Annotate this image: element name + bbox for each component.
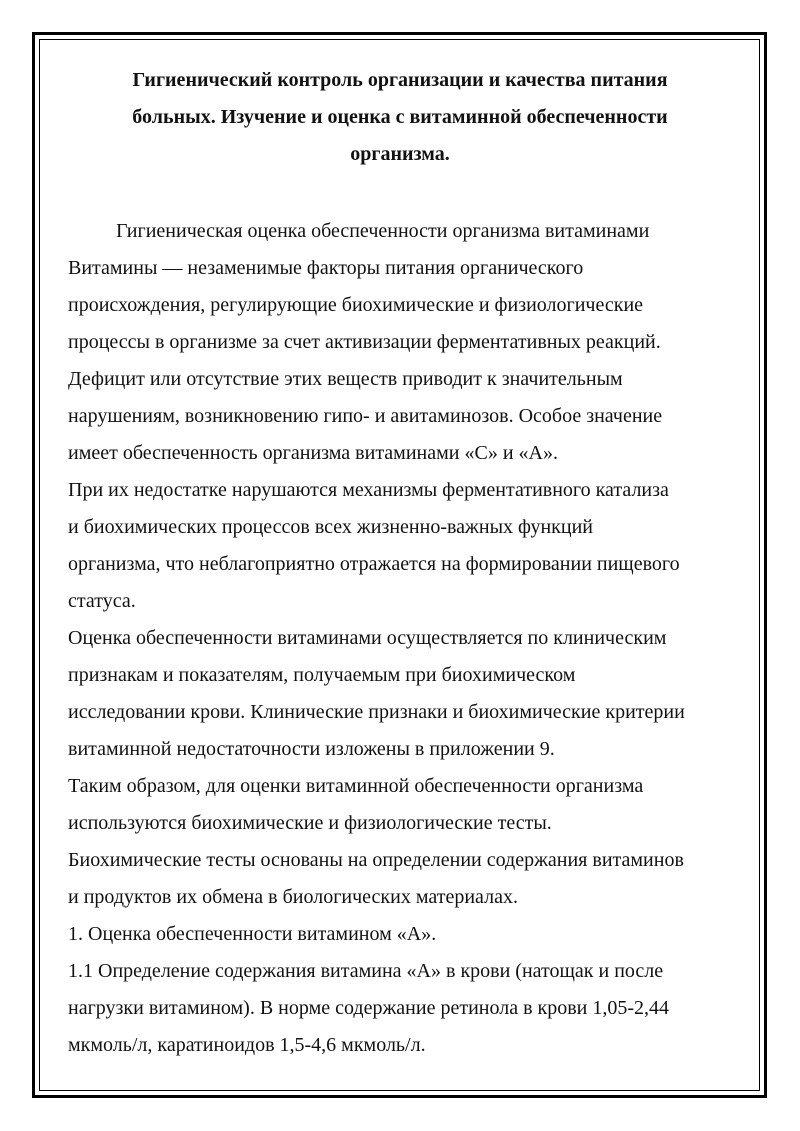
section-heading: Гигиеническая оценка обеспеченности организма витаминами: [116, 220, 650, 242]
body-line: мкмоль/л, каратиноидов 1,5-4,6 мкмоль/л.: [68, 1034, 426, 1056]
body-line: организма, что неблагоприятно отражается на формировании пищевого: [68, 553, 680, 575]
body-line: Дефицит или отсутствие этих веществ приводит к значительным: [68, 368, 623, 390]
body-line: Таким образом, для оценки витаминной обеспеченности организма: [68, 775, 644, 797]
body-line: происхождения, регулирующие биохимические и физиологические: [68, 294, 644, 316]
document-content: [68, 62, 732, 1064]
body-line: Витамины — незаменимые факторы питания органического: [68, 257, 584, 279]
body-line: исследовании крови. Клинические признаки и биохимические критерии: [68, 701, 685, 723]
body-line: признакам и показателям, получаемым при биохимическом: [68, 664, 576, 686]
document-body: [68, 213, 732, 1064]
body-line: нарушениям, возникновению гипо- и авитаминозов. Особое значение: [68, 405, 663, 427]
numbered-heading: 1. Оценка обеспеченности витамином «А».: [68, 923, 437, 945]
body-line: Биохимические тесты основаны на определении содержания витаминов: [68, 849, 684, 871]
title-line: организма.: [350, 143, 450, 165]
title-line: больных. Изучение и оценка с витаминной обеспеченности: [132, 106, 668, 128]
body-line: процессы в организме за счет активизации ферментативных реакций.: [68, 331, 661, 353]
body-line: статуса.: [68, 590, 136, 612]
body-line: и продуктов их обмена в биологических материалах.: [68, 886, 518, 908]
body-line: имеет обеспеченность организма витаминами «С» и «А».: [68, 442, 558, 464]
body-line: При их недостатке нарушаются механизмы ферментативного катализа: [68, 479, 669, 501]
body-line: витаминной недостаточности изложены в приложении 9.: [68, 738, 555, 760]
body-line: и биохимических процессов всех жизненно-важных функций: [68, 516, 593, 538]
body-line: 1.1 Определение содержания витамина «А» в крови (натощак и после: [68, 960, 664, 982]
document-title: [68, 62, 732, 173]
body-line: используются биохимические и физиологические тесты.: [68, 812, 552, 834]
body-line: нагрузки витамином). В норме содержание ретинола в крови 1,05-2,44: [68, 997, 670, 1019]
body-line: Оценка обеспеченности витаминами осуществляется по клиническим: [68, 627, 667, 649]
title-line: Гигиенический контроль организации и качества питания: [132, 69, 668, 91]
